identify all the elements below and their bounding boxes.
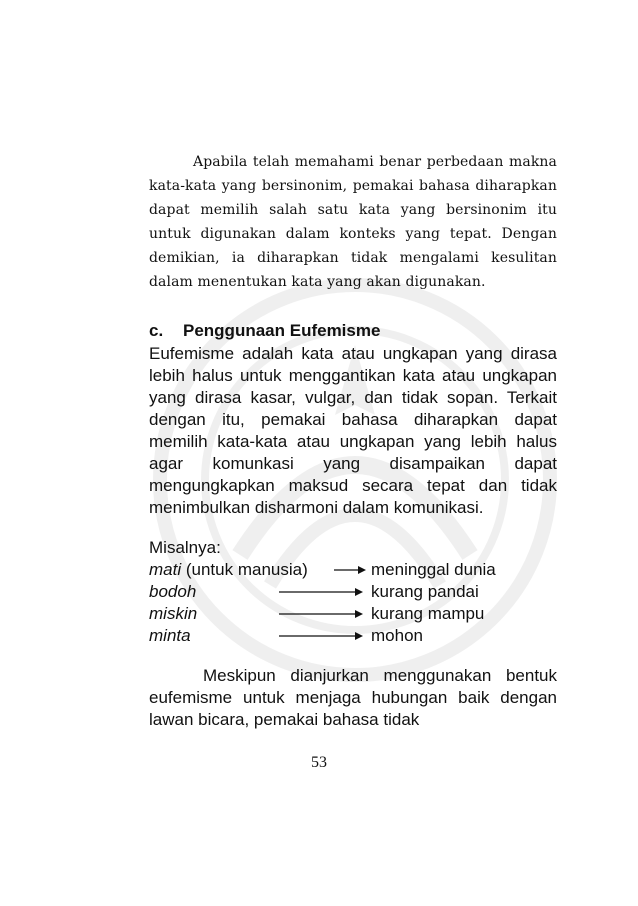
paragraph-euphemism-definition: Eufemisme adalah kata atau ungkapan yang dirasa lebih halus untuk menggantikan kata atau ungkapan yang dirasa kasar, vulgar, dan tidak sopan. Terkait dengan itu, pemakai bahasa diharapkan dapat memilih kata-kata atau ungkapan yang lebih halus agar komunkasi yang disampaikan dapat mengungkapkan maksud secara tepat dan tidak menimbulkan disharmoni dalam komunikasi.	[149, 344, 557, 517]
example-row	[149, 581, 557, 603]
example-replacement: kurang pandai	[371, 582, 479, 601]
page-number: 53	[311, 754, 327, 771]
example-row	[149, 625, 557, 647]
arrow-right-icon	[279, 625, 363, 647]
paragraph-euphemism-caution: Meskipun dianjurkan menggunakan bentuk eufemisme untuk menjaga hubungan baik dengan lawan bicara, pemakai bahasa tidak	[149, 666, 557, 729]
example-row	[149, 559, 557, 581]
example-word: minta	[149, 626, 191, 645]
arrow-right-icon	[334, 559, 366, 581]
example-row	[149, 603, 557, 625]
paragraph-synonym-conclusion: Apabila telah memahami benar perbedaan makna kata-kata yang bersinonim, pemakai bahasa diharapkan dapat memilih salah satu kata yang bersinonim itu untuk digunakan dalam konteks yang tepat. Dengan demikian, ia diharapkan tidak mengalami kesulitan dalam menentukan kata yang akan digunakan.	[149, 154, 557, 290]
example-word: miskin	[149, 604, 198, 623]
intro-paragraph-block	[149, 150, 557, 294]
example-replacement: kurang mampu	[371, 604, 485, 623]
example-word: bodoh	[149, 582, 197, 601]
section-euphemism	[149, 320, 557, 731]
example-replacement: mohon	[371, 626, 423, 645]
example-word: mati	[149, 560, 182, 579]
example-replacement: meninggal dunia	[371, 560, 496, 579]
section-title: Penggunaan Eufemisme	[183, 321, 381, 340]
examples-intro: Misalnya:	[149, 538, 221, 557]
example-note: (untuk manusia)	[185, 560, 308, 579]
section-heading	[149, 320, 557, 342]
arrow-right-icon	[279, 603, 363, 625]
arrow-right-icon	[279, 581, 363, 603]
section-number: c.	[149, 321, 164, 340]
